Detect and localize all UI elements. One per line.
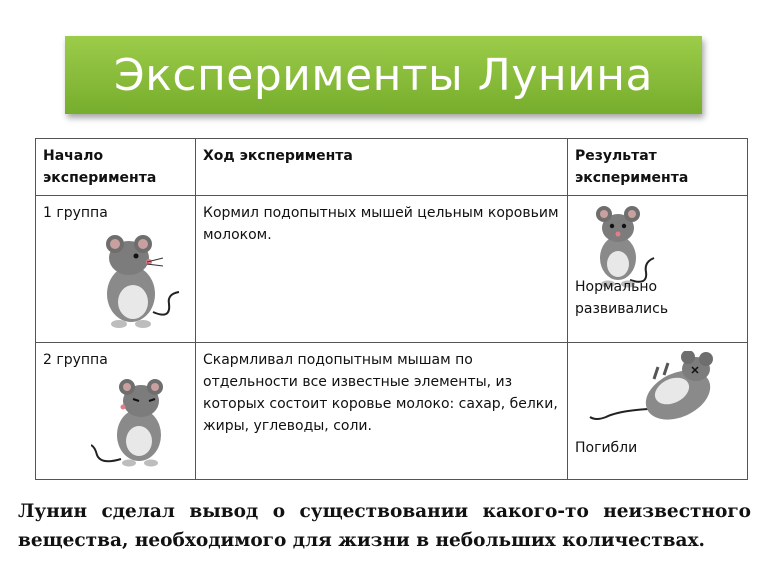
title-banner bbox=[65, 36, 702, 114]
procedure-cell: Кормил подопытных мышей цельным коровьим молоком. bbox=[196, 196, 568, 343]
page-title: Эксперименты Лунина bbox=[114, 49, 653, 101]
procedure-cell: Скармливал подопытным мышам по отдельности все известные элементы, из которых состоит коровье молоко: сахар, белки, жиры, углеводы, соли. bbox=[196, 343, 568, 480]
table-row bbox=[36, 196, 748, 343]
result-cell bbox=[568, 343, 748, 480]
header-result: Результат эксперимента bbox=[568, 139, 748, 196]
sad-mouse-icon bbox=[91, 375, 186, 471]
result-cell bbox=[568, 196, 748, 343]
table-header-row bbox=[36, 139, 748, 196]
experiments-table bbox=[35, 138, 748, 480]
header-procedure: Ход эксперимента bbox=[196, 139, 568, 196]
result-label: Нормально развивались bbox=[575, 279, 669, 317]
standing-mouse-icon bbox=[91, 232, 186, 332]
dead-mouse-icon bbox=[588, 351, 723, 431]
conclusion-text: Лунин сделал вывод о существовании какого-то неизвестного вещества, необходимого для жизни в небольших количествах. bbox=[18, 501, 751, 551]
group-cell bbox=[36, 196, 196, 343]
table-row bbox=[36, 343, 748, 480]
result-label: Погибли bbox=[575, 440, 638, 456]
header-start: Начало эксперимента bbox=[36, 139, 196, 196]
group-cell bbox=[36, 343, 196, 480]
group-label: 2 группа bbox=[43, 352, 108, 368]
group-label: 1 группа bbox=[43, 205, 108, 221]
